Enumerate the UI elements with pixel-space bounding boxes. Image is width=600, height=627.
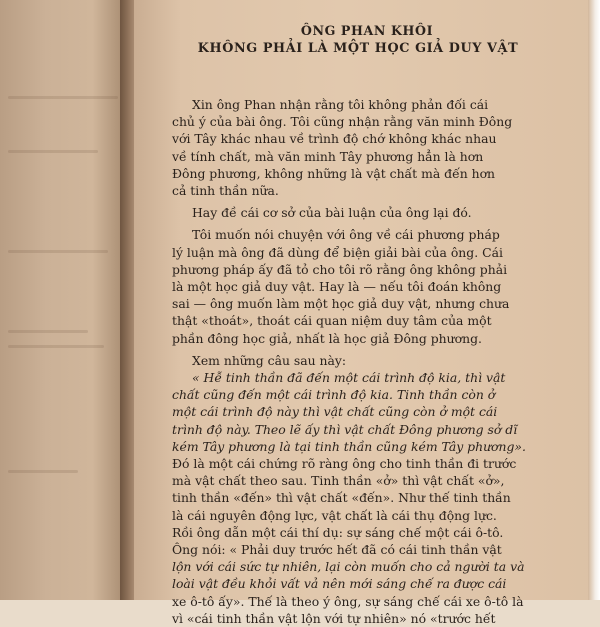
- show-through-line: [8, 96, 118, 99]
- text-line: thật «thoát», thoát cái quan niệm duy tâm của một: [172, 313, 492, 329]
- text-line: cả tinh thần nữa.: [172, 183, 279, 199]
- text-line: phần đông học giả, nhất là học giả Đông phương.: [172, 330, 482, 346]
- text-line: Ông nói: « Phải duy trước hết đã có cái tinh thần vật: [172, 542, 502, 558]
- page-edge: [588, 0, 600, 600]
- text-line: một cái trình độ này thì vật chất cũng còn ở một cái: [172, 404, 498, 420]
- show-through-line: [8, 150, 98, 153]
- text-line: Đông phương, không những là vật chất mà đến hơn: [172, 165, 496, 181]
- show-through-line: [8, 250, 108, 253]
- text-line: Hay đề cái cơ sở của bài luận của ông lại đó.: [192, 205, 472, 221]
- article-title-line-2: KHÔNG PHẢI LÀ MỘT HỌC GIẢ DUY VẬT: [197, 41, 519, 56]
- text-lines: [172, 96, 544, 627]
- text-line: là cái nguyên động lực, vật chất là cái thụ động lực.: [172, 507, 497, 523]
- text-line: vì «cái tinh thần vật lộn với tự nhiên» nó «trước hết: [172, 610, 496, 626]
- text-line: loài vật đều khỏi vất vả nên mới sáng chế ra được cái: [172, 576, 507, 592]
- text-line: là một học giả duy vật. Hay là — nếu tôi đoán không: [172, 279, 502, 295]
- text-line: kém Tây phương là tại tinh thần cũng kém Tây phương».: [172, 438, 526, 454]
- text-line: chủ ý của bài ông. Tôi cũng nhận rằng văn minh Đông: [172, 114, 513, 130]
- text-line: « Hễ tinh thần đã đến một cái trình độ kia, thì vật: [192, 370, 506, 386]
- text-line: lộn với cái sức tự nhiên, lại còn muốn cho cả người ta và: [172, 559, 525, 575]
- text-line: phương pháp ấy đã tỏ cho tôi rõ rằng ông không phải: [172, 261, 508, 277]
- left-page: [0, 0, 132, 600]
- text-line: mà vật chất theo sau. Tinh thần «ở» thì vật chất «ở»,: [172, 473, 505, 489]
- text-line: Tôi muốn nói chuyện với ông về cái phương pháp: [192, 227, 500, 243]
- text-line: Xin ông Phan nhận rằng tôi không phản đối cái: [192, 97, 489, 112]
- text-line: tinh thần «đến» thì vật chất «đến». Như thế tinh thần: [172, 490, 511, 506]
- article-title-line-1: ÔNG PHAN KHÔI: [300, 23, 434, 38]
- show-through-line: [8, 470, 78, 473]
- text-line: chất cũng đến một cái trình độ kia. Tinh thần còn ở: [172, 387, 496, 403]
- show-through-line: [8, 345, 104, 348]
- text-line: sai — ông muốn làm một học giả duy vật, nhưng chưa: [172, 296, 510, 312]
- text-line: xe ô-tô ấy». Thế là theo ý ông, sự sáng chế cái xe ô-tô là: [172, 593, 524, 609]
- text-line: trình độ này. Theo lẽ ấy thì vật chất Đông phương sở dĩ: [172, 421, 518, 437]
- article-body: [172, 22, 544, 627]
- show-through-line: [8, 330, 88, 333]
- text-line: Rồi ông dẫn một cái thí dụ: sự sáng chế một cái ô-tô.: [172, 524, 504, 540]
- text-line: với Tây khác nhau về trình độ chớ không khác nhau: [172, 131, 497, 147]
- text-line: về tính chất, mà văn minh Tây phương hẳn là hơn: [172, 148, 484, 164]
- text-line: Xem những câu sau này:: [192, 352, 347, 368]
- text-line: lý luận mà ông đã dùng để biện giải bài của ông. Cái: [172, 244, 503, 260]
- text-line: Đó là một cái chứng rõ ràng ông cho tinh thần đi trước: [172, 456, 517, 472]
